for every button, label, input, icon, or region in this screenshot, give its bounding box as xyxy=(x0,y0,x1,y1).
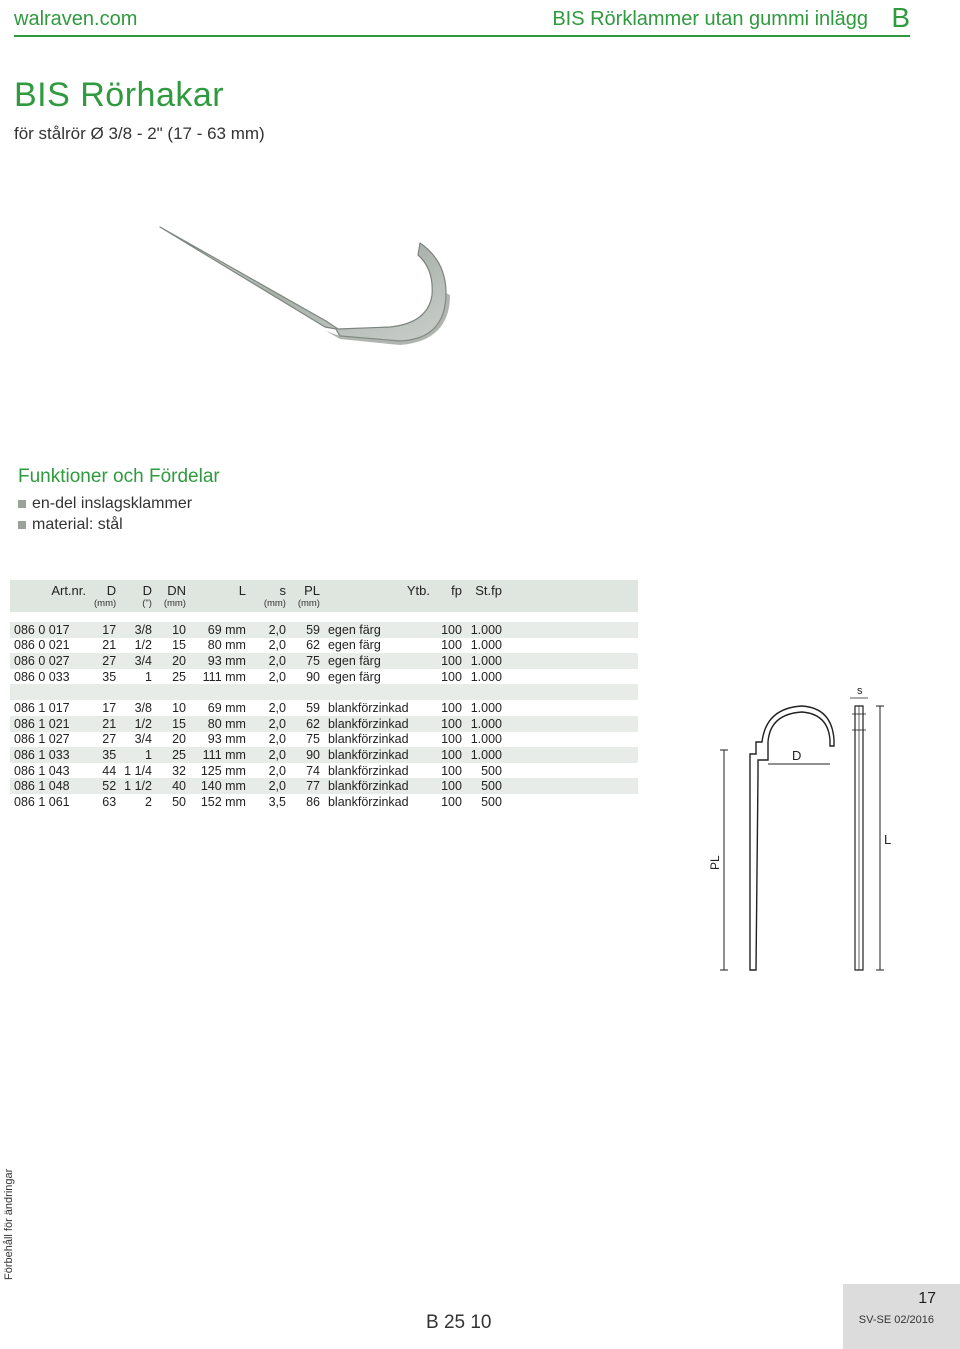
table-cell: 3/4 xyxy=(120,653,156,669)
table-cell: 52 xyxy=(90,778,120,794)
col-header: s xyxy=(250,580,290,598)
table-cell: 17 xyxy=(90,622,120,638)
table-cell: 152 mm xyxy=(200,794,246,809)
table-cell: blankförzinkad xyxy=(324,747,434,763)
col-header: DN xyxy=(156,580,190,598)
side-note: Förbehåll för ändringar xyxy=(3,1168,15,1280)
table-cell: 75 xyxy=(306,732,320,747)
table-cell: blankförzinkad xyxy=(324,716,434,732)
col-header: L xyxy=(190,580,250,598)
table-cell: 100 xyxy=(434,747,466,763)
table-cell: 40 xyxy=(156,778,190,794)
table-cell: 27 xyxy=(102,732,117,747)
table-cell: 15 xyxy=(172,638,186,653)
table-cell: 62 xyxy=(290,716,324,732)
table-cell: 086 1 021 xyxy=(10,716,90,732)
table-cell: 100 xyxy=(441,669,462,684)
col-header: D xyxy=(120,580,156,598)
table-cell: 21 xyxy=(102,638,117,653)
table-row xyxy=(10,778,638,794)
table-cell: 1.000 xyxy=(470,732,502,747)
table-cell: 80 mm xyxy=(207,638,246,653)
page-title: BIS Rörhakar xyxy=(14,76,225,114)
section-letter: B xyxy=(891,2,910,33)
table-row xyxy=(10,763,638,779)
table-cell: 086 0 021 xyxy=(14,638,70,653)
table-cell: 20 xyxy=(156,653,190,669)
table-cell: 100 xyxy=(434,716,466,732)
table-cell: 10 xyxy=(172,701,186,716)
table-cell: 500 xyxy=(481,763,502,778)
table-cell: 1.000 xyxy=(470,669,502,684)
table-cell: 20 xyxy=(172,732,186,747)
label-d: D xyxy=(792,748,802,763)
table-cell: 74 xyxy=(306,763,320,778)
table-cell: 2,0 xyxy=(268,763,286,778)
table-cell: 25 xyxy=(156,747,190,763)
features-heading: Funktioner och Fördelar xyxy=(18,466,220,487)
table-cell: 69 mm xyxy=(207,701,246,716)
bullet-icon xyxy=(18,521,26,529)
table-row xyxy=(10,747,638,763)
table-cell: 1.000 xyxy=(470,638,502,653)
header-title: BIS Rörklammer utan gummi inlägg xyxy=(552,8,868,30)
table-row xyxy=(10,638,638,654)
table-cell: 75 xyxy=(290,653,324,669)
col-unit: (mm) xyxy=(250,598,290,612)
page-subtitle: för stålrör Ø 3/8 - 2" (17 - 63 mm) xyxy=(14,124,265,143)
col-header: fp xyxy=(434,580,466,598)
table-cell: 1 1/2 xyxy=(120,778,156,794)
table-cell: 25 xyxy=(172,669,186,684)
table-cell: 086 1 048 xyxy=(10,778,90,794)
table-cell: 1/2 xyxy=(120,716,156,732)
table-cell: 63 xyxy=(102,794,117,809)
table-cell: 86 xyxy=(306,794,320,809)
table-cell: 500 xyxy=(466,778,506,794)
header-site-link[interactable]: walraven.com xyxy=(14,8,138,30)
label-l: L xyxy=(884,832,892,847)
table-cell: 500 xyxy=(481,794,502,809)
table-cell: 111 mm xyxy=(190,747,250,763)
table-cell: 93 mm xyxy=(207,732,246,747)
label-pl: PL xyxy=(708,855,722,870)
table-cell: 086 1 033 xyxy=(10,747,90,763)
table-cell: 2,0 xyxy=(268,732,286,747)
table-cell: 1.000 xyxy=(466,622,506,638)
feature-item: en-del inslagsklammer xyxy=(18,493,192,514)
table-cell: 100 xyxy=(434,622,466,638)
table-cell: 1.000 xyxy=(466,653,506,669)
table-cell: 1 1/4 xyxy=(124,763,152,778)
col-unit: (mm) xyxy=(156,598,190,612)
col-header: St.fp xyxy=(466,580,506,598)
table-cell: 125 mm xyxy=(200,763,246,778)
product-photo xyxy=(150,215,460,375)
page-number: 17 xyxy=(918,1290,936,1307)
header-rule xyxy=(14,35,910,37)
table-cell: 2,0 xyxy=(268,701,286,716)
table-cell: 3/4 xyxy=(134,732,152,747)
page-number-box xyxy=(843,1284,960,1349)
table-row xyxy=(10,794,638,810)
table-cell: 15 xyxy=(156,716,190,732)
table-cell: egen färg xyxy=(327,638,381,653)
features-list xyxy=(18,493,192,535)
table-cell: 2,0 xyxy=(268,669,286,684)
table-cell: 2,0 xyxy=(250,716,290,732)
table-cell: 69 mm xyxy=(190,622,250,638)
table-cell: 90 xyxy=(290,747,324,763)
table-cell: 17 xyxy=(102,701,117,716)
edition: SV-SE 02/2016 xyxy=(858,1314,934,1326)
table-cell: 21 xyxy=(90,716,120,732)
col-header: D xyxy=(90,580,120,598)
table-cell: 2,0 xyxy=(250,778,290,794)
table-cell: 2 xyxy=(145,794,152,809)
table-row xyxy=(10,622,638,638)
table-cell: 27 xyxy=(90,653,120,669)
table-cell: 35 xyxy=(90,747,120,763)
table-row xyxy=(10,716,638,732)
table-cell: 100 xyxy=(441,794,462,809)
bullet-icon xyxy=(18,500,26,508)
feature-item: material: stål xyxy=(18,514,192,535)
table-cell: 100 xyxy=(441,638,462,653)
table-cell: 3,5 xyxy=(268,794,286,809)
table-cell: 2,0 xyxy=(250,622,290,638)
table-cell: 086 0 027 xyxy=(10,653,90,669)
table-cell: 086 1 017 xyxy=(14,701,70,716)
table-cell: 086 0 033 xyxy=(14,669,70,684)
table-cell: 50 xyxy=(172,794,186,809)
table-cell: 1 xyxy=(145,669,152,684)
table-cell: 90 xyxy=(306,669,320,684)
table-cell: 100 xyxy=(434,653,466,669)
table-cell: 3/8 xyxy=(120,622,156,638)
table-cell: 1/2 xyxy=(134,638,152,653)
table-cell: 100 xyxy=(441,763,462,778)
table-cell: 77 xyxy=(290,778,324,794)
table-cell: 100 xyxy=(441,701,462,716)
table-cell: 086 0 017 xyxy=(10,622,90,638)
table-cell: 086 1 043 xyxy=(14,763,70,778)
table-cell: 59 xyxy=(306,701,320,716)
table-cell: 62 xyxy=(306,638,320,653)
table-cell: 100 xyxy=(441,732,462,747)
table-cell: 100 xyxy=(434,778,466,794)
table-cell: 086 1 061 xyxy=(14,794,70,809)
table-cell: egen färg xyxy=(324,622,434,638)
table-cell: 1.000 xyxy=(470,701,502,716)
table-cell: 2,0 xyxy=(250,653,290,669)
table-row xyxy=(10,653,638,669)
table-separator xyxy=(10,684,638,700)
table-cell: 2,0 xyxy=(250,747,290,763)
table-cell: egen färg xyxy=(324,653,434,669)
table-cell: 1.000 xyxy=(466,716,506,732)
table-cell: 140 mm xyxy=(190,778,250,794)
table-cell: blankförzinkad xyxy=(327,732,409,747)
page-code: B 25 10 xyxy=(426,1312,492,1333)
technical-drawing xyxy=(700,670,900,980)
table-cell: 59 xyxy=(290,622,324,638)
table-cell: 2,0 xyxy=(268,638,286,653)
table-cell: 80 mm xyxy=(190,716,250,732)
table-row xyxy=(10,732,638,748)
col-header: Art.nr. xyxy=(10,580,90,598)
table-cell: 3/8 xyxy=(134,701,152,716)
table-cell: blankförzinkad xyxy=(327,763,409,778)
col-unit: (mm) xyxy=(290,598,324,612)
table-cell: blankförzinkad xyxy=(324,778,434,794)
table-cell: 1 xyxy=(120,747,156,763)
table-cell: 111 mm xyxy=(202,669,246,684)
col-header: PL xyxy=(290,580,324,598)
col-unit: (") xyxy=(120,598,156,612)
table-row xyxy=(10,700,638,716)
table-cell: 086 1 027 xyxy=(14,732,70,747)
label-s: s xyxy=(857,685,863,697)
table-cell: blankförzinkad xyxy=(327,794,409,809)
table-cell: 44 xyxy=(102,763,117,778)
table-cell: egen färg xyxy=(327,669,381,684)
col-header: Ytb. xyxy=(324,580,434,598)
table-cell: 1.000 xyxy=(466,747,506,763)
table-separator xyxy=(10,612,638,622)
table-cell: 32 xyxy=(172,763,186,778)
table-cell: 10 xyxy=(156,622,190,638)
table-cell: blankförzinkad xyxy=(327,701,409,716)
table-row xyxy=(10,669,638,685)
table-cell: 93 mm xyxy=(190,653,250,669)
table-cell: 35 xyxy=(102,669,117,684)
spec-table xyxy=(10,580,638,810)
col-unit: (mm) xyxy=(90,598,120,612)
